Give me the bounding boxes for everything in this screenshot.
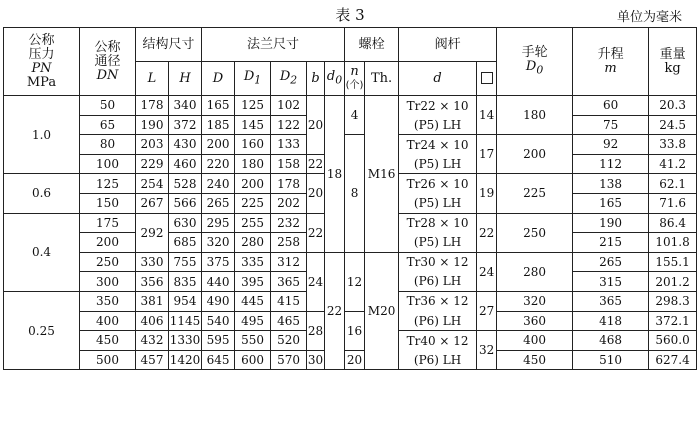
lift-cell: 510 (573, 350, 649, 370)
D1-cell: 200 (235, 174, 271, 194)
D-cell: 185 (202, 115, 235, 135)
pn-cell: 1.0 (4, 96, 80, 174)
weight-cell: 71.6 (649, 193, 697, 213)
D-cell: 595 (202, 331, 235, 351)
D2-cell: 102 (271, 96, 307, 116)
b-cell: 20 (307, 96, 325, 155)
lift-cell: 190 (573, 213, 649, 233)
D-cell: 490 (202, 291, 235, 311)
header-d0: $d_0$ (325, 62, 345, 96)
stem-cell: (P5) LH (399, 115, 477, 135)
handwheel-cell: 200 (497, 135, 573, 174)
H-cell: 835 (169, 272, 202, 292)
weight-cell: 20.3 (649, 96, 697, 116)
handwheel-cell: 360 (497, 311, 573, 331)
D-cell: 200 (202, 135, 235, 155)
square-cell: 14 (477, 96, 497, 135)
D1-cell: 335 (235, 252, 271, 272)
header-weight: 重量 kg (649, 28, 697, 96)
d0-cell: 18 (325, 96, 345, 253)
dn-cell: 450 (80, 331, 136, 351)
D2-cell: 122 (271, 115, 307, 135)
th-cell: M16 (365, 96, 399, 253)
D2-cell: 133 (271, 135, 307, 155)
n-cell: 16 (345, 311, 365, 350)
weight-cell: 298.3 (649, 291, 697, 311)
header-handwheel: 手轮 $D_0$ (497, 28, 573, 96)
n-cell: 12 (345, 252, 365, 311)
dn-cell: 50 (80, 96, 136, 116)
dn-cell: 100 (80, 154, 136, 174)
dn-cell: 500 (80, 350, 136, 370)
b-cell: 24 (307, 252, 325, 311)
b-cell: 22 (307, 154, 325, 174)
D1-cell: 225 (235, 193, 271, 213)
D1-cell: 600 (235, 350, 271, 370)
D1-cell: 445 (235, 291, 271, 311)
H-cell: 954 (169, 291, 202, 311)
D1-cell: 145 (235, 115, 271, 135)
handwheel-cell: 250 (497, 213, 573, 252)
D1-cell: 180 (235, 154, 271, 174)
H-cell: 1330 (169, 331, 202, 351)
square-cell: 32 (477, 331, 497, 370)
lift-cell: 315 (573, 272, 649, 292)
lift-cell: 265 (573, 252, 649, 272)
D2-cell: 415 (271, 291, 307, 311)
dn-cell: 350 (80, 291, 136, 311)
stem-cell: Tr24 × 10 (399, 135, 477, 155)
dn-cell: 125 (80, 174, 136, 194)
weight-cell: 41.2 (649, 154, 697, 174)
D-cell: 265 (202, 193, 235, 213)
stem-cell: Tr28 × 10 (399, 213, 477, 233)
H-cell: 685 (169, 233, 202, 253)
D2-cell: 202 (271, 193, 307, 213)
header-n: n (个) (345, 62, 365, 96)
H-cell: 630 (169, 213, 202, 233)
header-bolt: 螺栓 (345, 28, 399, 62)
b-cell: 22 (307, 213, 325, 252)
weight-cell: 62.1 (649, 174, 697, 194)
handwheel-cell: 180 (497, 96, 573, 135)
D-cell: 320 (202, 233, 235, 253)
H-cell: 755 (169, 252, 202, 272)
L-cell: 457 (136, 350, 169, 370)
handwheel-cell: 225 (497, 174, 573, 213)
L-cell: 432 (136, 331, 169, 351)
stem-cell: (P5) LH (399, 193, 477, 213)
b-cell: 28 (307, 311, 325, 350)
L-cell: 406 (136, 311, 169, 331)
D2-cell: 158 (271, 154, 307, 174)
lift-cell: 365 (573, 291, 649, 311)
H-cell: 1420 (169, 350, 202, 370)
n-cell: 20 (345, 350, 365, 370)
D2-cell: 232 (271, 213, 307, 233)
H-cell: 340 (169, 96, 202, 116)
b-cell: 20 (307, 174, 325, 213)
L-cell: 203 (136, 135, 169, 155)
D-cell: 295 (202, 213, 235, 233)
dn-cell: 65 (80, 115, 136, 135)
pn-cell: 0.25 (4, 291, 80, 369)
header-structure: 结构尺寸 (136, 28, 202, 62)
L-cell: 254 (136, 174, 169, 194)
dn-cell: 80 (80, 135, 136, 155)
weight-cell: 560.0 (649, 331, 697, 351)
D2-cell: 520 (271, 331, 307, 351)
L-cell: 229 (136, 154, 169, 174)
H-cell: 430 (169, 135, 202, 155)
stem-cell: Tr30 × 12 (399, 252, 477, 272)
weight-cell: 155.1 (649, 252, 697, 272)
weight-cell: 627.4 (649, 350, 697, 370)
H-cell: 528 (169, 174, 202, 194)
H-cell: 566 (169, 193, 202, 213)
L-cell: 356 (136, 272, 169, 292)
D-cell: 240 (202, 174, 235, 194)
n-cell: 8 (345, 135, 365, 253)
L-cell: 178 (136, 96, 169, 116)
stem-cell: (P6) LH (399, 272, 477, 292)
header-D2: $D_2$ (271, 62, 307, 96)
lift-cell: 92 (573, 135, 649, 155)
header-dn: 公称 通径 DN (80, 28, 136, 96)
header-d: d (399, 62, 477, 96)
D1-cell: 280 (235, 233, 271, 253)
H-cell: 372 (169, 115, 202, 135)
d0-cell: 22 (325, 252, 345, 370)
D1-cell: 395 (235, 272, 271, 292)
dn-cell: 400 (80, 311, 136, 331)
header-th: Th. (365, 62, 399, 96)
L-cell: 330 (136, 252, 169, 272)
lift-cell: 138 (573, 174, 649, 194)
D2-cell: 312 (271, 252, 307, 272)
stem-cell: (P6) LH (399, 311, 477, 331)
stem-cell: Tr26 × 10 (399, 174, 477, 194)
handwheel-cell: 400 (497, 331, 573, 351)
weight-cell: 33.8 (649, 135, 697, 155)
header-D1: $D_1$ (235, 62, 271, 96)
lift-cell: 112 (573, 154, 649, 174)
table-title: 表 3 (335, 6, 365, 24)
lift-cell: 215 (573, 233, 649, 253)
lift-cell: 418 (573, 311, 649, 331)
stem-cell: (P5) LH (399, 233, 477, 253)
header-H: H (169, 62, 202, 96)
D2-cell: 258 (271, 233, 307, 253)
header-lift: 升程 m (573, 28, 649, 96)
stem-cell: Tr40 × 12 (399, 331, 477, 351)
unit-note: 单位为毫米 (616, 10, 682, 25)
th-cell: M20 (365, 252, 399, 370)
header-square (477, 62, 497, 96)
header-stem: 阀杆 (399, 28, 497, 62)
weight-cell: 201.2 (649, 272, 697, 292)
D2-cell: 570 (271, 350, 307, 370)
header-D: D (202, 62, 235, 96)
H-cell: 460 (169, 154, 202, 174)
weight-cell: 372.1 (649, 311, 697, 331)
square-cell: 27 (477, 291, 497, 330)
header-b: b (307, 62, 325, 96)
pn-cell: 0.4 (4, 213, 80, 291)
D1-cell: 125 (235, 96, 271, 116)
D1-cell: 255 (235, 213, 271, 233)
handwheel-cell: 280 (497, 252, 573, 291)
D1-cell: 550 (235, 331, 271, 351)
D2-cell: 365 (271, 272, 307, 292)
lift-cell: 75 (573, 115, 649, 135)
pn-cell: 0.6 (4, 174, 80, 213)
n-cell: 4 (345, 96, 365, 135)
square-cell: 19 (477, 174, 497, 213)
weight-cell: 101.8 (649, 233, 697, 253)
weight-cell: 24.5 (649, 115, 697, 135)
D-cell: 220 (202, 154, 235, 174)
handwheel-cell: 450 (497, 350, 573, 370)
D2-cell: 465 (271, 311, 307, 331)
dn-cell: 200 (80, 233, 136, 253)
H-cell: 1145 (169, 311, 202, 331)
D-cell: 645 (202, 350, 235, 370)
L-cell: 190 (136, 115, 169, 135)
L-cell: 381 (136, 291, 169, 311)
D-cell: 375 (202, 252, 235, 272)
L-cell: 267 (136, 193, 169, 213)
D1-cell: 160 (235, 135, 271, 155)
header-L: L (136, 62, 169, 96)
lift-cell: 468 (573, 331, 649, 351)
handwheel-cell: 320 (497, 291, 573, 311)
stem-cell: (P6) LH (399, 350, 477, 370)
stem-cell: (P5) LH (399, 154, 477, 174)
D-cell: 540 (202, 311, 235, 331)
D1-cell: 495 (235, 311, 271, 331)
L-cell: 292 (136, 213, 169, 252)
D2-cell: 178 (271, 174, 307, 194)
stem-cell: Tr22 × 10 (399, 96, 477, 116)
square-cell: 24 (477, 252, 497, 291)
weight-cell: 86.4 (649, 213, 697, 233)
b-cell: 30 (307, 350, 325, 370)
square-icon (481, 72, 493, 84)
valve-dimension-table (3, 27, 697, 370)
dn-cell: 300 (80, 272, 136, 292)
lift-cell: 165 (573, 193, 649, 213)
stem-cell: Tr36 × 12 (399, 291, 477, 311)
header-pn: 公称 压力 PN MPa (4, 28, 80, 96)
D-cell: 440 (202, 272, 235, 292)
square-cell: 17 (477, 135, 497, 174)
lift-cell: 60 (573, 96, 649, 116)
dn-cell: 175 (80, 213, 136, 233)
dn-cell: 250 (80, 252, 136, 272)
dn-cell: 150 (80, 193, 136, 213)
square-cell: 22 (477, 213, 497, 252)
header-flange: 法兰尺寸 (202, 28, 345, 62)
D-cell: 165 (202, 96, 235, 116)
